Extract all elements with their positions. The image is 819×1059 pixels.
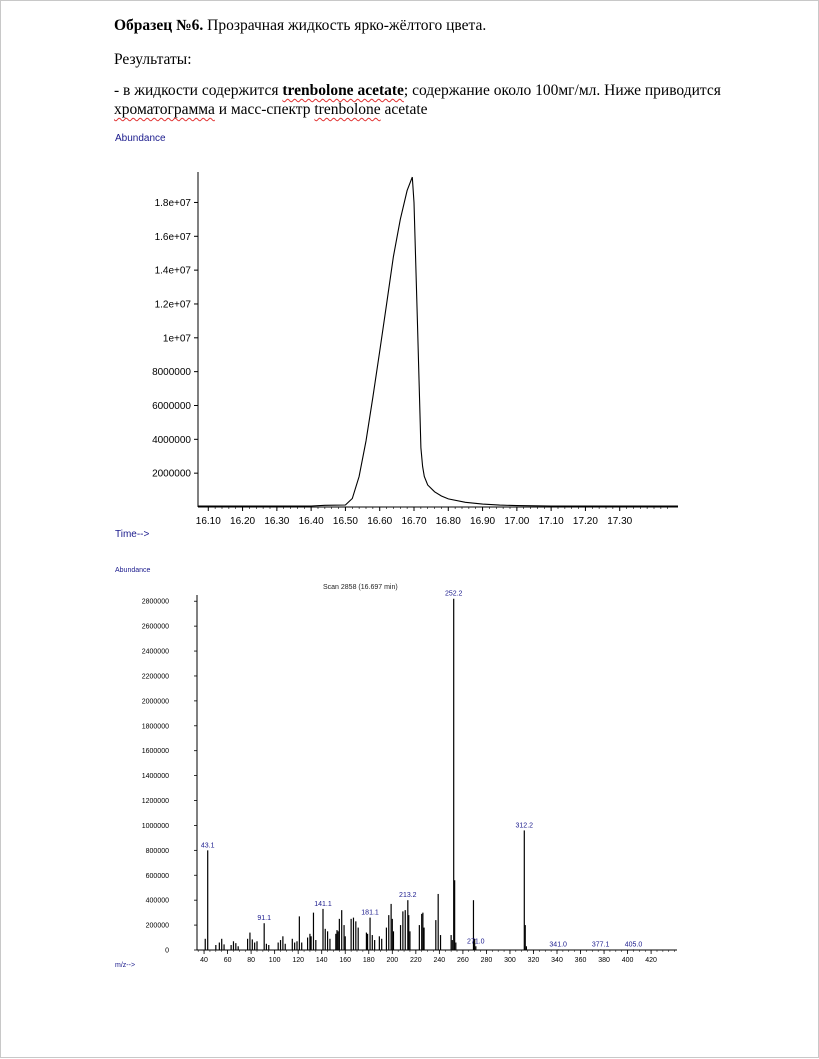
chromatogram-y-tick-label: 1.2e+07 bbox=[154, 299, 191, 311]
results-line-2-a: хроматограмма bbox=[114, 101, 215, 118]
results-line-1-a: - в жидкости содержится bbox=[114, 82, 283, 99]
spectrum-x-tick-label: 60 bbox=[223, 957, 232, 964]
chromatogram-y-tick-label: 1e+07 bbox=[162, 333, 191, 345]
mass-spectrum-chart bbox=[115, 567, 677, 969]
compound-name-bold: trenbolone acetate bbox=[282, 82, 404, 99]
spectrum-x-tick-label: 400 bbox=[621, 957, 634, 964]
spectrum-y-tick-label: 600000 bbox=[145, 872, 169, 880]
results-line-2-d: acetate bbox=[380, 101, 428, 118]
chromatogram-x-tick-label: 16.30 bbox=[264, 516, 290, 527]
spectrum-peak-label: 312.2 bbox=[515, 822, 534, 830]
spectrum-y-tick-label: 1600000 bbox=[141, 748, 169, 756]
chromatogram-x-tick-label: 16.60 bbox=[367, 516, 393, 527]
chromatogram-y-tick-label: 1.4e+07 bbox=[154, 265, 191, 277]
spectrum-y-tick-label: 800000 bbox=[145, 847, 169, 855]
spectrum-x-tick-label: 420 bbox=[645, 957, 657, 964]
results-label: Результаты: bbox=[114, 51, 192, 68]
chromatogram-y-tick-label: 2000000 bbox=[152, 468, 191, 480]
spectrum-y-tick-label: 1800000 bbox=[141, 723, 169, 731]
sample-title-bold: Образец №6. bbox=[114, 17, 204, 34]
spectrum-xlabel: m/z--> bbox=[115, 962, 136, 969]
spectrum-peak-label: 271.0 bbox=[467, 938, 485, 946]
spectrum-x-tick-label: 40 bbox=[200, 957, 208, 964]
spectrum-peak-label: 213.2 bbox=[399, 892, 417, 900]
chromatogram-x-tick-label: 17.10 bbox=[538, 516, 564, 527]
spectrum-y-tick-label: 1000000 bbox=[141, 822, 169, 830]
chromatogram-x-tick-label: 17.20 bbox=[572, 516, 598, 527]
chromatogram-x-tick-label: 16.70 bbox=[401, 516, 427, 527]
spectrum-x-tick-label: 300 bbox=[504, 957, 516, 964]
spectrum-peak-label: 141.1 bbox=[314, 900, 332, 908]
spectrum-peak-label: 341.0 bbox=[549, 941, 567, 949]
spectrum-peak-label: 377.1 bbox=[591, 941, 610, 949]
spectrum-title: Scan 2858 (16.697 min) bbox=[323, 584, 398, 591]
chromatogram-x-tick-label: 16.80 bbox=[435, 516, 461, 527]
chromatogram-trace bbox=[198, 177, 678, 506]
chromatogram-x-tick-label: 16.10 bbox=[195, 516, 221, 527]
spectrum-y-tick-label: 2200000 bbox=[141, 673, 169, 681]
chromatogram-y-tick-label: 1.8e+07 bbox=[154, 197, 191, 209]
spectrum-x-tick-label: 160 bbox=[339, 957, 352, 964]
chromatogram-y-tick-label: 1.6e+07 bbox=[154, 231, 191, 243]
spectrum-peak-label: 181.1 bbox=[361, 909, 379, 917]
chromatogram-ylabel: Abundance bbox=[115, 133, 166, 144]
chromatogram-x-tick-label: 16.20 bbox=[230, 516, 256, 527]
spectrum-x-tick-label: 240 bbox=[433, 957, 446, 964]
chromatogram-y-tick-label: 4000000 bbox=[152, 434, 191, 446]
chromatogram-x-tick-label: 17.00 bbox=[504, 516, 530, 527]
spectrum-y-tick-label: 2600000 bbox=[141, 623, 169, 631]
spectrum-y-tick-label: 2400000 bbox=[141, 648, 169, 656]
spectrum-y-tick-label: 2800000 bbox=[141, 598, 169, 606]
spectrum-peak-label: 91.1 bbox=[257, 915, 271, 923]
spectrum-x-tick-label: 320 bbox=[527, 957, 540, 964]
chromatogram-x-tick-label: 16.90 bbox=[470, 516, 496, 527]
spectrum-x-tick-label: 140 bbox=[315, 957, 328, 964]
spectrum-peak-label: 405.0 bbox=[624, 941, 643, 949]
results-line-1-c: ; содержание около 100мг/мл. Ниже приводится bbox=[403, 82, 721, 99]
spectrum-ylabel: Abundance bbox=[115, 567, 151, 574]
chromatogram-x-tick-label: 16.40 bbox=[298, 516, 324, 527]
spectrum-x-tick-label: 100 bbox=[268, 957, 281, 964]
spectrum-peak-label: 252.2 bbox=[444, 590, 463, 598]
spectrum-peak-label: 43.1 bbox=[200, 842, 215, 850]
results-line-2-b: и масс-спектр bbox=[214, 101, 315, 118]
chromatogram-chart bbox=[115, 133, 678, 540]
chromatogram-y-tick-label: 6000000 bbox=[152, 400, 191, 412]
spectrum-x-tick-label: 360 bbox=[574, 957, 587, 964]
spectrum-y-tick-label: 200000 bbox=[145, 922, 169, 930]
spectrum-y-tick-label: 0 bbox=[165, 947, 169, 955]
chromatogram-x-tick-label: 16.50 bbox=[332, 516, 358, 527]
spectrum-x-tick-label: 180 bbox=[362, 957, 375, 964]
spectrum-x-tick-label: 380 bbox=[598, 957, 610, 964]
chromatogram-xlabel: Time--> bbox=[115, 529, 150, 540]
spectrum-y-tick-label: 2000000 bbox=[141, 698, 169, 706]
spectrum-x-tick-label: 220 bbox=[409, 957, 422, 964]
spectrum-x-tick-label: 80 bbox=[247, 957, 256, 964]
chromatogram-y-tick-label: 8000000 bbox=[152, 367, 191, 379]
results-line-2-c: trenbolone bbox=[314, 101, 381, 118]
spectrum-x-tick-label: 340 bbox=[551, 957, 563, 964]
spectrum-y-tick-label: 1200000 bbox=[141, 798, 169, 806]
spectrum-y-tick-label: 1400000 bbox=[141, 773, 169, 781]
spectrum-x-tick-label: 120 bbox=[292, 957, 305, 964]
sample-title-rest: Прозрачная жидкость ярко-жёлтого цвета. bbox=[203, 17, 487, 34]
spectrum-x-tick-label: 200 bbox=[386, 957, 399, 964]
chromatogram-x-tick-label: 17.30 bbox=[607, 516, 633, 527]
spectrum-x-tick-label: 260 bbox=[457, 957, 469, 964]
spectrum-y-tick-label: 400000 bbox=[145, 897, 169, 905]
spectrum-x-tick-label: 280 bbox=[480, 957, 493, 964]
